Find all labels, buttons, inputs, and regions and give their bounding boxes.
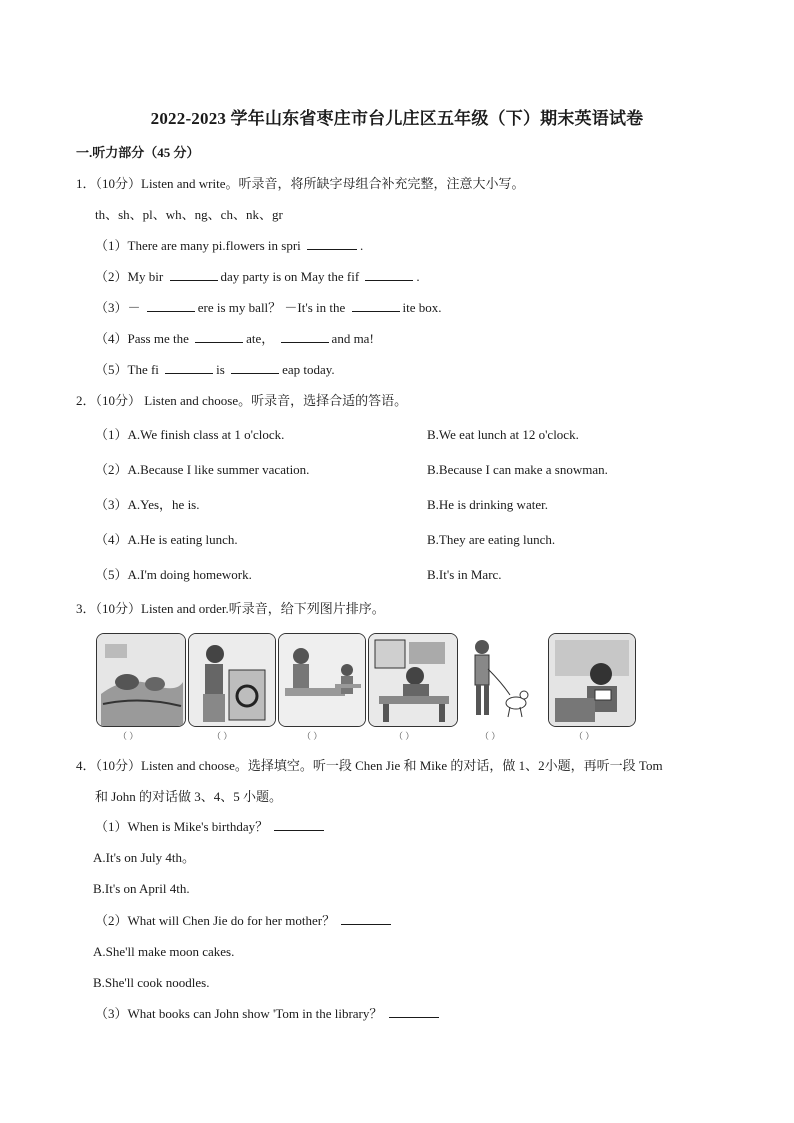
answer-blank[interactable] (341, 913, 391, 925)
answer-blank[interactable] (231, 362, 279, 374)
q1-item-3 (95, 300, 442, 316)
order-blank-6[interactable]: （ ） (574, 731, 595, 741)
q1-item-3-text: （3）－ (95, 300, 141, 315)
q4-question-2-option-b[interactable]: B.She'll cook noodles. (93, 975, 210, 990)
q4-stem-line-2: 和 John 的对话做 3、4、5 小题。 (95, 789, 283, 804)
q2-item-5-option-a[interactable]: （5）A.I'm doing homework. (95, 567, 252, 582)
kids-cleaning-table-image (278, 633, 366, 727)
order-blank-5[interactable]: （ ） (480, 731, 501, 741)
q2-item-3-option-b[interactable]: B.He is drinking water. (427, 497, 548, 512)
q2-item-1-option-b[interactable]: B.We eat lunch at 12 o'clock. (427, 427, 579, 442)
q1-letter-options: th、sh、pl、wh、ng、ch、nk、gr (95, 207, 283, 222)
family-sleeping-image (96, 633, 186, 727)
q4-question-1-text: （1）When is Mike's birthday？ (95, 819, 269, 834)
q1-item-1-end: . (360, 238, 364, 253)
order-blank-3[interactable]: （ ） (302, 731, 323, 741)
girl-reading-image (548, 633, 636, 727)
q1-item-3-mid: ere is my ball？ －It's in the (197, 300, 346, 315)
q1-stem: 1．（10分）Listen and write。听录音，将所缺字母组合补充完整，注意大小写。 (76, 176, 525, 191)
q1-item-5-mid: is (216, 362, 225, 377)
answer-blank[interactable] (165, 362, 213, 374)
q4-question-3 (95, 1006, 442, 1022)
q4-question-3-text: （3）What books can John show 'Tom in the library？ (95, 1006, 383, 1021)
q1-item-2-end: . (416, 269, 420, 284)
q1-item-4 (95, 331, 374, 347)
section-listening-heading: 一.听力部分（45 分） (76, 145, 200, 160)
q1-item-2-text: （2）My bir (95, 269, 164, 284)
q1-item-1-text: （1）There are many pi.flowers in spri (95, 238, 301, 253)
q4-stem-line-1: 4．（10分）Listen and choose。选择填空。听一段 Chen Jie 和 Mike 的对话，做 1、2小题，再听一段 Tom (76, 758, 663, 773)
q1-item-1 (95, 238, 363, 254)
q2-item-5-option-b[interactable]: B.It's in Marc. (427, 567, 502, 582)
answer-blank[interactable] (147, 300, 195, 312)
q1-item-5-text: （5）The fi (95, 362, 159, 377)
q2-item-4-option-a[interactable]: （4）A.He is eating lunch. (95, 532, 238, 547)
q2-item-2-option-a[interactable]: （2）A.Because I like summer vacation. (95, 462, 310, 477)
answer-blank[interactable] (307, 238, 357, 250)
q3-stem: 3．（10分）Listen and order.听录音，给下列图片排序。 (76, 601, 385, 616)
q1-item-3-end: ite box. (402, 300, 442, 315)
answer-blank[interactable] (195, 331, 243, 343)
order-blank-2[interactable]: （ ） (212, 731, 233, 741)
q4-question-2 (95, 913, 394, 929)
q1-item-2 (95, 269, 420, 285)
q4-question-1 (95, 819, 327, 835)
q1-item-4-end: and ma! (331, 331, 374, 346)
q1-item-5 (95, 362, 335, 378)
q4-question-1-option-b[interactable]: B.It's on April 4th. (93, 881, 190, 896)
q4-question-2-option-a[interactable]: A.She'll make moon cakes. (93, 944, 235, 959)
order-blank-1[interactable]: （ ） (118, 731, 139, 741)
q1-item-4-mid: ate， (246, 331, 275, 346)
q2-item-1-option-a[interactable]: （1）A.We finish class at 1 o'clock. (95, 427, 285, 442)
boy-doing-homework-image (368, 633, 458, 727)
man-walking-dog-image (462, 633, 532, 725)
answer-blank[interactable] (274, 819, 324, 831)
answer-blank[interactable] (281, 331, 329, 343)
q1-item-2-mid: day party is on May the fif (220, 269, 360, 284)
q1-item-5-end: eap today. (282, 362, 335, 377)
answer-blank[interactable] (389, 1006, 439, 1018)
q4-question-1-option-a[interactable]: A.It's on July 4th。 (93, 850, 196, 865)
answer-blank[interactable] (170, 269, 218, 281)
q3-picture-strip (96, 633, 636, 743)
exam-title: 2022-2023 学年山东省枣庄市台儿庄区五年级（下）期末英语试卷 (150, 109, 644, 128)
q2-item-3-option-a[interactable]: （3）A.Yes，he is. (95, 497, 200, 512)
answer-blank[interactable] (352, 300, 400, 312)
q2-item-4-option-b[interactable]: B.They are eating lunch. (427, 532, 556, 547)
q2-stem: 2．（10分） Listen and choose。听录音，选择合适的答语。 (76, 393, 408, 408)
q4-question-2-text: （2）What will Chen Jie do for her mother？ (95, 913, 336, 928)
order-blank-4[interactable]: （ ） (394, 731, 415, 741)
answer-blank[interactable] (365, 269, 413, 281)
q1-item-4-text: （4）Pass me the (95, 331, 189, 346)
q2-item-2-option-b[interactable]: B.Because I can make a snowman. (427, 462, 608, 477)
girl-washing-clothes-image (188, 633, 276, 727)
